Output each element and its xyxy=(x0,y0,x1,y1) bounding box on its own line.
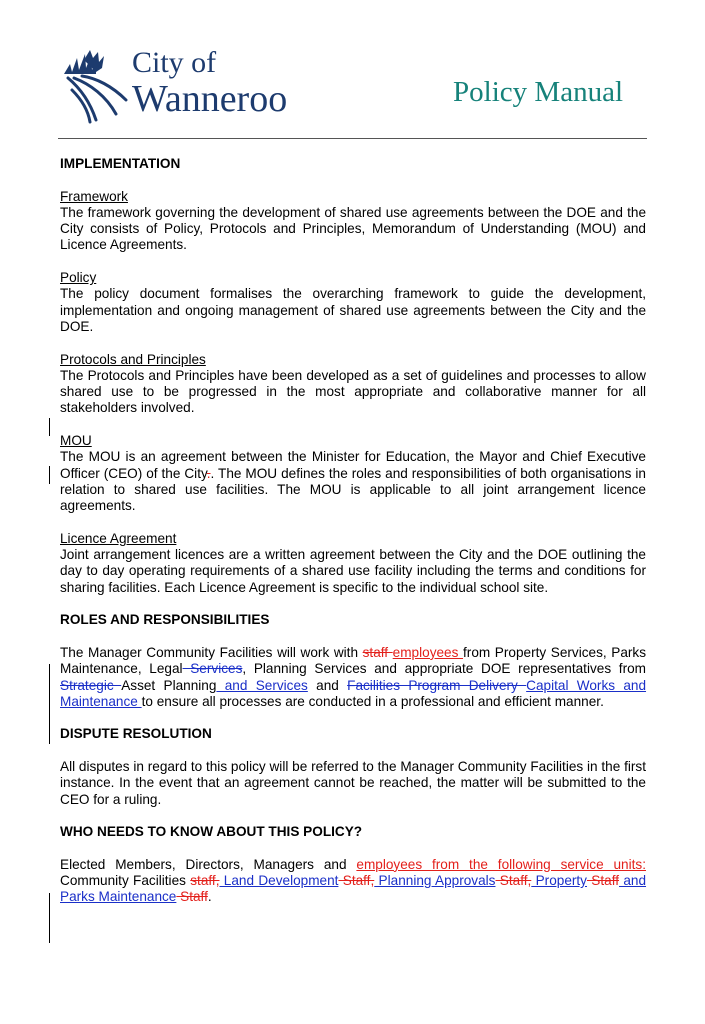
plant-emblem-icon xyxy=(60,44,130,124)
paragraph-policy: The policy document formalises the overarching framework to guide the development, implementation and ongoing management of shared use agreements between the City and the DOE. xyxy=(60,286,646,334)
deleted-text: Staff xyxy=(586,873,620,889)
revision-change-bar xyxy=(49,893,50,943)
section-heading-dispute: DISPUTE RESOLUTION xyxy=(60,726,212,742)
section-heading-who: WHO NEEDS TO KNOW ABOUT THIS POLICY? xyxy=(60,824,363,840)
section-heading-implementation: IMPLEMENTATION xyxy=(60,156,181,171)
inserted-text: employees from the following service units: xyxy=(356,856,646,872)
paragraph-dispute: All disputes in regard to this policy will be referred to the Manager Community Facilities in the first instance. In the event that an agreement cannot be reached, the matter will be submitted to the CEO for a ruling. xyxy=(60,758,646,807)
deleted-text: staff, xyxy=(190,873,220,889)
deleted-text: . xyxy=(206,465,211,481)
who-text: Elected Members, Directors, Managers and xyxy=(60,856,357,872)
inserted-text: and Services xyxy=(216,677,308,693)
deleted-text: Strategic xyxy=(60,677,122,693)
roles-text: , Planning Services and appropriate DOE representatives from xyxy=(242,661,646,677)
header-divider xyxy=(58,138,647,139)
deleted-text: staff xyxy=(362,644,393,660)
who-text: . xyxy=(207,889,212,905)
paragraph-mou xyxy=(60,449,646,514)
roles-text: Asset Planning xyxy=(121,677,217,693)
subheading-protocols: Protocols and Principles xyxy=(60,351,206,367)
subheading-mou: MOU xyxy=(60,433,92,449)
deleted-text: Staff, xyxy=(495,873,532,889)
revision-change-bar xyxy=(49,418,50,436)
paragraph-roles xyxy=(60,645,646,710)
who-text: Community Facilities xyxy=(60,873,191,889)
inserted-text: employees xyxy=(392,644,464,660)
paragraph-protocols: The Protocols and Principles have been developed as a set of guidelines and processes to allow shared use to be progressed in the most appropriate and collaborative manner for all stakeholders involved. xyxy=(60,367,646,416)
subheading-licence: Licence Agreement xyxy=(60,530,177,546)
paragraph-licence: Joint arrangement licences are a written agreement between the City and the DOE outlining the day to day operating requirements of a shared use facility including the terms and conditions for sharing facilities. Each Licence Agreement is specific to the individual school site. xyxy=(60,547,646,595)
roles-text: and xyxy=(307,677,348,693)
inserted-text: and Parks Maintenance xyxy=(60,873,647,905)
deleted-text: Services xyxy=(182,661,243,677)
mou-text-part2: . The MOU defines the roles and responsibilities of both organisations in relation to shared use facilities. The MOU is applicable to all joint arrangement licence agreements. xyxy=(60,465,646,514)
deleted-text: Staff, xyxy=(338,873,375,889)
inserted-text: Planning Approvals xyxy=(374,873,496,889)
roles-text: to ensure all processes are conducted in a professional and efficient manner. xyxy=(141,693,604,709)
inserted-text: Land Development xyxy=(219,873,339,889)
deleted-text: Facilities Program Delivery xyxy=(347,677,527,693)
revision-change-bar xyxy=(49,664,50,744)
section-heading-roles: ROLES AND RESPONSIBILITIES xyxy=(60,612,270,628)
logo-text-wanneroo: Wanneroo xyxy=(132,78,288,120)
city-logo xyxy=(60,44,330,124)
policy-body xyxy=(60,156,646,906)
roles-text: from Property Services, Parks Maintenance, Legal xyxy=(60,644,647,677)
mou-text-part1: The MOU is an agreement between the Minister for Education, the Mayor and Chief Executive Officer (CEO) of the City xyxy=(60,449,646,481)
manual-title: Policy Manual xyxy=(453,76,623,108)
roles-text: The Manager Community Facilities will work with xyxy=(60,644,363,660)
subheading-policy: Policy xyxy=(60,270,97,286)
deleted-text: Staff xyxy=(176,889,208,905)
paragraph-framework: The framework governing the development of shared use agreements between the DOE and the City consists of Policy, Protocols and Principles, Memorandum of Understanding (MOU) and Licence Agreements. xyxy=(60,204,646,253)
inserted-text: Property xyxy=(531,873,587,889)
revision-change-bar xyxy=(49,466,50,484)
subheading-framework: Framework xyxy=(60,188,128,204)
logo-text-city-of: City of xyxy=(132,46,217,79)
paragraph-who xyxy=(60,857,646,906)
inserted-text: Capital Works and Maintenance xyxy=(60,677,647,709)
